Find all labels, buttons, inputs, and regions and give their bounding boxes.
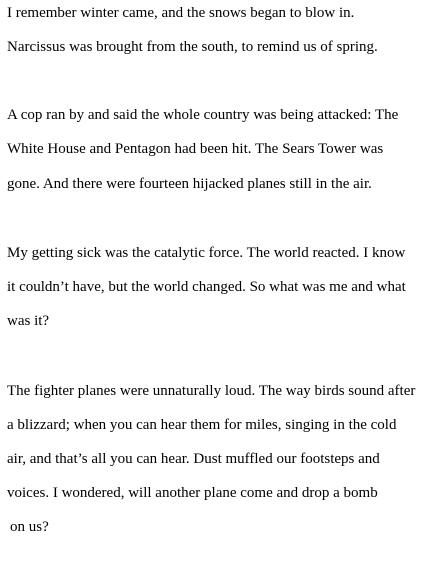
paragraph-2-line-2: White House and Pentagon had been hit. The Sears Tower was [7,141,384,157]
paragraph-4-line-3: air, and that’s all you can hear. Dust muffled our footsteps and [7,451,380,467]
paragraph-4-line-5: on us? [10,519,49,535]
paragraph-4-line-4: voices. I wondered, will another plane come and drop a bomb [7,485,378,501]
paragraph-1-line-1: I remember winter came, and the snows began to blow in. [7,5,355,21]
paragraph-3-line-2: it couldn’t have, but the world changed. So what was me and what [7,279,406,295]
paragraph-3-line-3: was it? [7,313,50,329]
paragraph-4-line-2: a blizzard; when you can hear them for miles, singing in the cold [7,417,397,433]
paragraph-2-line-1: A cop ran by and said the whole country was being attacked: The [7,107,399,123]
paragraph-3-line-1: My getting sick was the catalytic force. The world reacted. I know [7,245,406,261]
paragraph-1-line-2: Narcissus was brought from the south, to remind us of spring. [7,39,378,55]
paragraph-2-line-3: gone. And there were fourteen hijacked planes still in the air. [7,176,372,192]
paragraph-4-line-1: The fighter planes were unnaturally loud. The way birds sound after [7,383,416,399]
